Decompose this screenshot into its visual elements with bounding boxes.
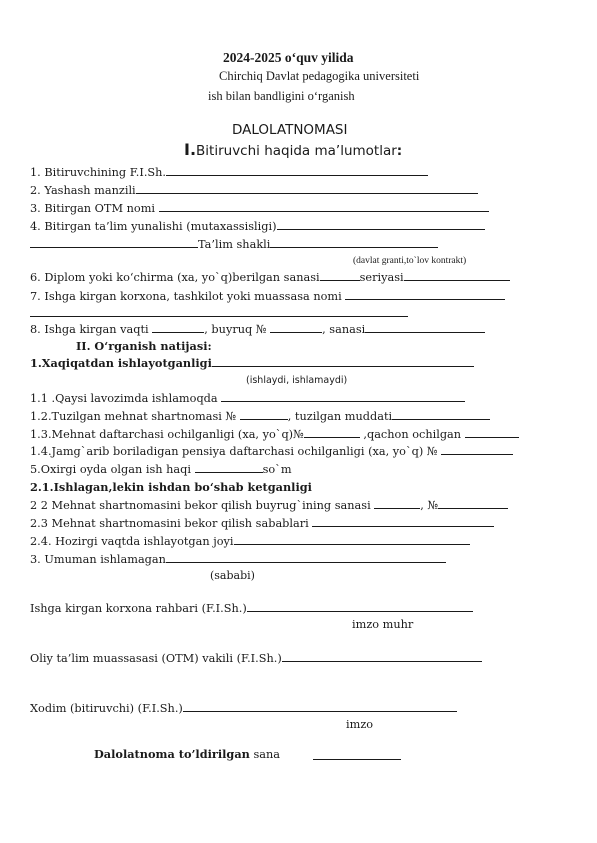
salary-field[interactable] [195, 462, 263, 473]
completion-date-label: sana [249, 748, 281, 761]
contract-term-label: , tuzilgan muddati [287, 410, 393, 423]
employment-status-field[interactable] [212, 356, 474, 367]
hire-date-label: 8. Ishga kirgan vaqti [30, 323, 153, 336]
order-number-field[interactable] [270, 322, 322, 333]
study-subject: ish bilan bandligini o‘rganish [208, 89, 355, 103]
university-field[interactable] [159, 201, 489, 212]
section1-colon: : [396, 143, 403, 159]
academic-year: 2024-2025 o‘quv yilida [223, 50, 354, 65]
salary-row [30, 462, 292, 477]
employer-signature-hint: imzo muhr [352, 618, 414, 631]
university-row [30, 201, 489, 216]
workbook-date-field[interactable] [465, 427, 519, 438]
termination-number-field[interactable] [438, 498, 508, 509]
contract-number-label: 1.2.Tuzilgan mehnat shartnomasi № [30, 410, 240, 423]
completion-date-field[interactable] [313, 759, 401, 760]
study-form-label: Ta’lim shakli [198, 238, 271, 251]
current-job-row [30, 534, 470, 549]
graduate-name-row [30, 165, 428, 180]
unemployed-row [30, 552, 446, 567]
employer-field-continued[interactable] [30, 316, 408, 317]
university-rep-label: Oliy ta’lim muassasasi (OTM) vakili (F.I.Sh.) [30, 652, 282, 665]
termination-number-label: , № [420, 499, 439, 512]
university-label: 3. Bitirgan OTM nomi [30, 202, 159, 215]
diploma-date-field[interactable] [320, 270, 360, 281]
diploma-series-label: seriyasi [359, 271, 404, 284]
address-field[interactable] [136, 183, 478, 194]
termination-reason-field[interactable] [312, 516, 494, 527]
unemployed-reason-field[interactable] [166, 552, 446, 563]
pension-field[interactable] [441, 444, 513, 455]
order-number-label: , buyruq № [204, 323, 271, 336]
specialty-field-continued[interactable] [30, 237, 198, 248]
university-rep-row [30, 651, 482, 666]
study-form-hint: (davlat granti,to`lov kontrakt) [353, 256, 467, 266]
completion-label: Dalolatnoma to’ldirilgan [94, 747, 250, 761]
diploma-date-label: 6. Diplom yoki ko‘chirma (xa, yo`q)berilgan sanasi [30, 271, 320, 284]
salary-unit: so`m [262, 463, 292, 476]
study-form-row [30, 237, 438, 252]
diploma-series-field[interactable] [404, 270, 510, 281]
completion-date-row [94, 747, 280, 762]
contract-row [30, 409, 490, 424]
graduate-signature-hint: imzo [346, 718, 374, 731]
university-rep-field[interactable] [282, 651, 482, 662]
university-name: Chirchiq Davlat pedagogika universiteti [219, 69, 420, 83]
position-label: 1.1 .Qaysi lavozimda ishlamoqda [30, 392, 222, 405]
employer-field[interactable] [345, 289, 505, 300]
employer-head-row [30, 601, 473, 616]
graduate-signature-row [30, 701, 457, 716]
graduate-signature-field[interactable] [183, 701, 457, 712]
employer-head-label: Ishga kirgan korxona rahbari (F.I.Sh.) [30, 602, 247, 615]
workbook-row [30, 427, 519, 442]
workbook-label: 1.3.Mehnat daftarchasi ochilganligi (xa, yo`q)№ [30, 428, 304, 441]
termination-order-row [30, 498, 508, 513]
termination-date-label: 2 2 Mehnat shartnomasini bekor qilish buyrug`ining sanasi [30, 499, 375, 512]
specialty-row [30, 219, 485, 234]
address-row [30, 183, 478, 198]
diploma-row [30, 270, 510, 285]
current-job-field[interactable] [234, 534, 470, 545]
section2-title: II. O‘rganish natijasi: [76, 339, 212, 353]
termination-reason-label: 2.3 Mehnat shartnomasini bekor qilish sabablari [30, 517, 313, 530]
study-form-field[interactable] [270, 237, 438, 248]
employer-label: 7. Ishga kirgan korxona, tashkilot yoki muassasa nomi [30, 290, 346, 303]
section1-number: I. [184, 140, 197, 159]
termination-reason-row [30, 516, 494, 531]
graduate-name-label: 1. Bitiruvchining F.I.Sh. [30, 166, 167, 179]
position-field[interactable] [221, 391, 465, 402]
current-job-label: 2.4. Hozirgi vaqtda ishlayotgan joyi [30, 535, 234, 548]
termination-date-field[interactable] [374, 498, 420, 509]
unemployed-reason-hint: (sababi) [210, 569, 255, 582]
salary-label: 5.Oxirgi oyda olgan ish haqi [30, 463, 195, 476]
position-row [30, 391, 465, 406]
pension-label: 1.4.Jamg`arib boriladigan pensiya daftarchasi ochilganligi (xa, yo`q) № [30, 445, 442, 458]
hire-date-field[interactable] [152, 322, 204, 333]
contract-number-field[interactable] [240, 409, 288, 420]
specialty-field[interactable] [277, 219, 485, 230]
employment-status-label: 1.Xaqiqatdan ishlayotganligi [30, 356, 212, 370]
section1-heading [184, 140, 403, 159]
employment-status-row [30, 356, 474, 370]
order-date-field[interactable] [365, 322, 485, 333]
contract-term-field[interactable] [392, 409, 490, 420]
order-date-label: , sanasi [322, 323, 366, 336]
graduate-signature-label: Xodim (bitiruvchi) (F.I.Sh.) [30, 702, 183, 715]
employer-row [30, 289, 505, 304]
graduate-name-field[interactable] [166, 165, 428, 176]
document-title: DALOLATNOMASI [232, 122, 348, 138]
specialty-label: 4. Bitirgan ta’lim yunalishi (mutaxassisligi) [30, 220, 277, 233]
workbook-number-field[interactable] [304, 427, 360, 438]
resigned-heading: 2.1.Ishlagan,lekin ishdan bo‘shab ketganligi [30, 480, 312, 494]
hire-row [30, 322, 485, 337]
unemployed-label: 3. Umuman ishlamagan [30, 553, 166, 566]
pension-row [30, 444, 513, 459]
address-label: 2. Yashash manzili [30, 184, 136, 197]
section1-title: Bitiruvchi haqida ma’lumotlar [196, 143, 397, 159]
employer-head-field[interactable] [247, 601, 473, 612]
employment-status-hint: (ishlaydi, ishlamaydi) [246, 375, 348, 386]
workbook-date-label: ,qachon ochilgan [359, 428, 465, 441]
